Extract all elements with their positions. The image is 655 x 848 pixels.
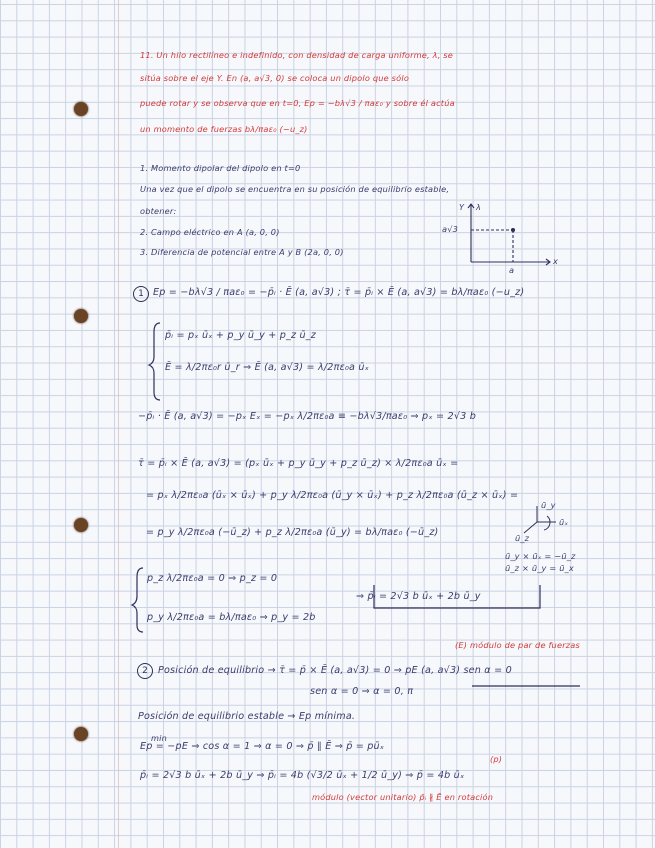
system-eq-2: p_y λ/2πε₀a = bλ/πaε₀ ⇒ p_y = 2b	[147, 612, 316, 623]
bottom-red-note: módulo (vector unitario) p̄ᵢ ∦ Ē en rotación	[312, 792, 494, 802]
solution2-final: p̄ᵢ = 2√3 b ūₓ + 2b ū_y ⇒ p̄ᵢ = 4b (√3/2 ūₓ + 1/2 ū_y) ⇒ p̄ = 4b ūₓ	[140, 770, 465, 781]
sketch-y-label: Y	[459, 202, 465, 212]
solution1-result: ⇒ p̄ᵢ = 2√3 b ūₓ + 2b ū_y	[356, 591, 481, 602]
section-number-1: 1	[133, 286, 149, 302]
solution1-ep-line: Ep = −bλ√3 / πaε₀ = −p̄ᵢ · Ē (a, a√3) ; τ̄ = p̄ᵢ × Ē (a, a√3) = bλ/πaε₀ (−u_z)	[153, 287, 525, 298]
problem-line-2: sitúa sobre el eje Y. En (a, a√3, 0) se coloca un dipolo que sólo	[140, 73, 410, 83]
question-intro-2: obtener:	[140, 206, 177, 216]
sketch-x-label: x	[553, 256, 559, 266]
question-1: 1. Momento dipolar del dipolo en t=0	[140, 163, 301, 173]
rule-2: ū_z × ū_y = ū_x	[505, 563, 574, 573]
sketch-lambda-label: λ	[476, 202, 482, 212]
red-p-note: (p)	[490, 754, 503, 764]
torque-modulus-note: (E) módulo de par de fuerzas	[455, 640, 580, 650]
question-intro: Una vez que el dipolo se encuentra en su posición de equilibrio estable,	[140, 184, 450, 194]
solution2-sen-line: sen α = 0 ⇒ α = 0, π	[310, 686, 414, 697]
solution2-equilibrium: Posición de equilibrio → τ̄ = p̄ × Ē (a, a√3) = 0 ⇒ pE (a, a√3) sen α = 0	[158, 665, 512, 676]
axis-uy-label: ū_y	[541, 500, 556, 510]
rule-1: ū_y × ūₓ = −ū_z	[505, 551, 576, 561]
solution2-stable: Posición de equilibrio estable → Ep mínima.	[138, 711, 356, 722]
solution2-ep-min: Ep = −pE ⇒ cos α = 1 ⇒ α = 0 ⇒ p̄ ∥ Ē ⇒ p̄ = pūₓ	[140, 741, 385, 752]
problem-line-4: un momento de fuerzas bλ/πaε₀ (−u_z)	[140, 124, 308, 134]
min-label: min	[151, 733, 168, 743]
system-eq-1: p_z λ/2πε₀a = 0 ⇒ p_z = 0	[147, 573, 278, 584]
solution1-tau-1: τ̄ = p̄ᵢ × Ē (a, a√3) = (pₓ ūₓ + p_y ū_y + p_z ū_z) × λ/2πε₀a ūₓ =	[138, 458, 459, 469]
sketch-a-label: a	[509, 265, 515, 275]
problem-line-1: 11. Un hilo rectilíneo e indefinido, con densidad de carga uniforme, λ, se	[140, 50, 454, 60]
question-3: 3. Diferencia de potencial entre A y B (2a, 0, 0)	[140, 247, 344, 257]
question-2: 2. Campo eléctrico en A (a, 0, 0)	[140, 227, 280, 237]
solution1-dot-line: −p̄ᵢ · Ē (a, a√3) = −pₓ Eₓ = −pₓ λ/2πε₀a ≡ −bλ√3/πaε₀ ⇒ pₓ = 2√3 b	[138, 411, 476, 422]
solution1-e-field: Ē = λ/2πε₀r ū_r ⇒ Ē (a, a√3) = λ/2πε₀a ūₓ	[165, 362, 370, 373]
solution1-p-components: p̄ᵢ = pₓ ūₓ + p_y ū_y + p_z ū_z	[165, 330, 317, 341]
axis-uz-label: ū_z	[515, 533, 530, 543]
solution1-tau-2: = pₓ λ/2πε₀a (ūₓ × ūₓ) + p_y λ/2πε₀a (ū_y × ūₓ) + p_z λ/2πε₀a (ū_z × ūₓ) =	[146, 490, 519, 501]
sketch-a3-label: a√3	[442, 224, 459, 234]
section-number-2: 2	[137, 663, 153, 679]
axis-ux-label: ūₓ	[559, 517, 569, 527]
solution1-tau-3: = p_y λ/2πε₀a (−ū_z) + p_z λ/2πε₀a (ū_y) = bλ/πaε₀ (−ū_z)	[146, 527, 439, 538]
problem-line-3: puede rotar y se observa que en t=0, Ep = −bλ√3 / πaε₀ y sobre él actúa	[140, 98, 455, 108]
